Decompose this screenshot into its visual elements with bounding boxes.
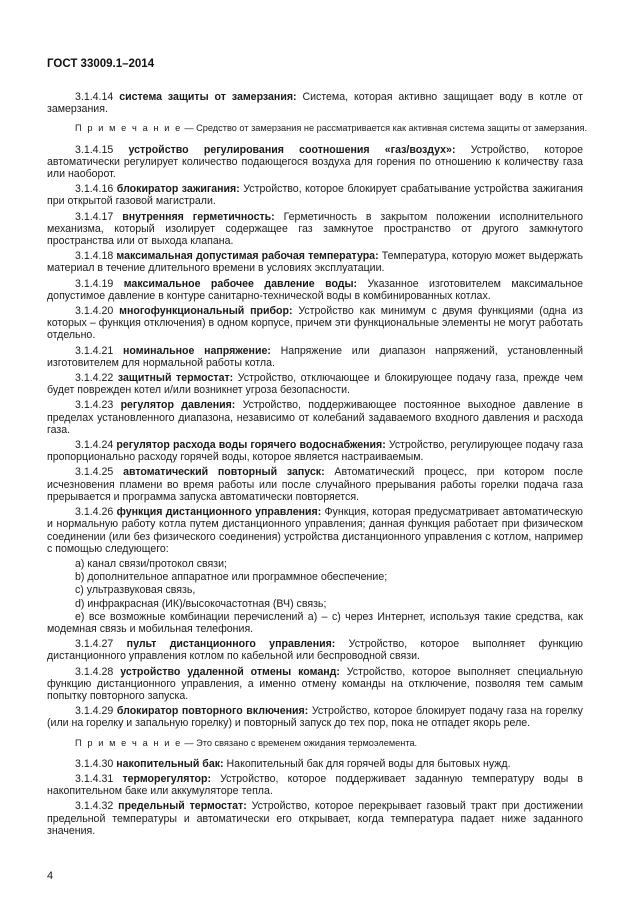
definition-paragraph	[47, 278, 583, 302]
definition-paragraph	[47, 305, 583, 342]
definition-text: Устройство, которое перекрывает газовый тракт при достижении предельной температуры и автоматически его открывает, когда температура падает ниже заданного значения.	[47, 800, 583, 837]
clause-number: 3.1.4.21	[75, 344, 114, 357]
definition-paragraph	[47, 399, 583, 436]
clause-number: 3.1.4.27	[75, 638, 114, 651]
term: терморегулятор:	[122, 772, 211, 785]
definition-text: Автоматический процесс, при котором после исчезновения пламени во время работы или после случайного прерывания работы горелки подача газа прерывается и программа запуска автоматически повторяется.	[47, 466, 583, 503]
term: максимальное рабочее давление воды:	[123, 277, 358, 290]
clause-number: 3.1.4.16	[75, 183, 114, 196]
definition-paragraph	[47, 345, 583, 369]
clause-number: 3.1.4.31	[75, 772, 114, 785]
definition-paragraph	[47, 705, 583, 729]
definition-paragraph	[47, 372, 583, 396]
definition-paragraph	[47, 666, 583, 703]
clause-number: 3.1.4.14	[75, 91, 114, 103]
clause-number: 3.1.4.22	[75, 372, 114, 385]
note	[47, 737, 583, 749]
definition-text: Устройство, поддерживающее постоянное выходное давление в пределах установленного диапазона, независимо от колебаний задаваемого входного давления и расхода газа.	[47, 399, 583, 436]
definition-text: Устройство, которое блокирует срабатывание устройства зажигания при открытой газовой магистрали.	[47, 183, 583, 208]
term: предельный термостат:	[118, 800, 247, 813]
definition-text: Функция, которая предусматривает автоматическую и нормальную работу котла путем дистанционного управления; данная функция работает при физическом соединении (или без физического соединения) устройства дистанционного управления с котлом, например с помощью следующего:	[47, 506, 583, 555]
definition-paragraph	[47, 211, 583, 248]
clause-number: 3.1.4.26	[75, 506, 114, 519]
clause-number: 3.1.4.29	[75, 705, 114, 718]
definition-paragraph	[47, 758, 583, 770]
document-header: ГОСТ 33009.1–2014	[47, 58, 155, 70]
clause-number: 3.1.4.23	[75, 399, 114, 412]
clause-number: 3.1.4.32	[75, 800, 114, 813]
note-text: — Средство от замерзания не рассматривается как активная система защиты от замерзания.	[181, 123, 588, 134]
clause-number: 3.1.4.19	[75, 277, 114, 290]
term: функция дистанционного управления:	[116, 506, 322, 519]
clause-number: 3.1.4.30	[75, 757, 114, 770]
term: защитный термостат:	[117, 372, 234, 385]
definition-paragraph	[47, 250, 583, 274]
definition-paragraph	[47, 466, 583, 503]
clause-number: 3.1.4.20	[75, 305, 114, 318]
definition-text: Устройство, которое автоматически регулирует количество подающегося воздуха для горения по отношению к количеству газа или наоборот.	[47, 143, 583, 181]
definition-text: Устройство, которое выполняет специальную функцию дистанционного управления, а именно отмену команды на отключение, позволяя тем самым попытку повторного запуска.	[47, 665, 583, 702]
definition-paragraph	[47, 800, 583, 837]
clause-number: 3.1.4.28	[75, 665, 114, 678]
term: устройство удаленной отмены команд:	[120, 665, 340, 678]
definition-text: Температура, которую может выдержать материал в течение длительного времени в условиях эксплуатации.	[47, 250, 584, 275]
term: блокиратор повторного включения:	[116, 705, 309, 718]
definition-text: Напряжение или диапазон напряжений, установленный изготовителем для нормальной работы котла.	[47, 344, 583, 369]
term: накопительный бак:	[116, 757, 224, 770]
definition-paragraph	[47, 91, 583, 115]
term: блокиратор зажигания:	[116, 183, 240, 196]
term: регулятор расхода воды горячего водоснабжения:	[116, 439, 386, 452]
definition-paragraph	[47, 183, 583, 207]
term: система защиты от замерзания:	[119, 91, 297, 103]
clause-number: 3.1.4.15	[75, 143, 114, 156]
term: многофункциональный прибор:	[119, 305, 293, 318]
definition-text: Устройство, которое блокирует подачу газа на горелку (или на горелку и запальную горелку) и повторный запуск до тех пор, пока не отпадет якорь реле.	[47, 705, 583, 730]
list-item: е) все возможные комбинации перечислений а) – с) через Интернет, используя такие средства, как модемная связь и мобильная телефония.	[47, 610, 583, 635]
definition-text: Устройство, регулирующее подачу газа пропорционально расходу горячей воды, которое является настраиваемым.	[47, 439, 583, 464]
document-body	[47, 91, 588, 840]
clause-number: 3.1.4.18	[75, 250, 114, 263]
list-item: c) ультразвуковая связь,	[75, 584, 196, 597]
definition-text: Устройство, которое выполняет функцию дистанционного управления котлом по кабельной или беспроводной связи.	[47, 638, 583, 663]
page-number: 4	[47, 870, 54, 882]
clause-number: 3.1.4.17	[75, 210, 114, 223]
definition-text: Устройство как минимум с двумя функциями (одна из которых – функция отключения) в одном корпусе, причем эти функциональные элементы не могут работать отдельно.	[47, 305, 584, 342]
list-item: d) инфракрасная (ИК)/высокочастотная (ВЧ) связь;	[75, 597, 327, 610]
definition-text: Герметичность в закрытом положении исполнительного механизма, который изолирует содержащее газ замкнутое пространство от другого замкнутого пространства или от выхода клапана.	[47, 210, 584, 248]
note-label: П р и м е ч а н и е	[75, 123, 182, 134]
note-text: — Это связано с временем ожидания термоэлемента.	[181, 737, 418, 748]
definition-text: Устройство, которое поддерживает заданную температуру воды в накопительном баке или аккумуляторе тепла.	[47, 772, 583, 798]
term: устройство регулирования соотношения «газ/воздух»:	[128, 143, 456, 156]
term: внутренняя герметичность:	[122, 210, 275, 223]
term: автоматический повторный запуск:	[123, 466, 325, 479]
term: номинальное напряжение:	[123, 344, 271, 357]
clause-number: 3.1.4.25	[75, 466, 114, 479]
definition-text: Система, которая активно защищает воду в котле от замерзания.	[47, 91, 583, 116]
definition-text: Устройство, отключающее и блокирующее подачу газа, прежде чем будет поврежден котел и/или возникнет угроза безопасности.	[47, 372, 584, 397]
definition-paragraph	[47, 506, 583, 555]
definition-paragraph	[47, 144, 583, 181]
clause-number: 3.1.4.24	[75, 439, 114, 452]
list-item: а) канал связи/протокол связи;	[75, 557, 227, 570]
term: регулятор давления:	[120, 399, 236, 412]
definition-paragraph	[47, 638, 583, 662]
definition-text: Накопительный бак для горячей воды для бытовых нужд.	[223, 757, 511, 770]
term: максимальная допустимая рабочая температура:	[116, 250, 379, 263]
definition-paragraph	[47, 773, 583, 797]
note-label: П р и м е ч а н и е	[75, 737, 182, 748]
definition-paragraph	[47, 439, 583, 463]
note	[47, 122, 588, 134]
definition-text: Указанное изготовителем максимальное допустимое давление в контуре санитарно-технической воды в комбинированных котлах.	[47, 277, 583, 302]
list-item: b) дополнительное аппаратное или программное обеспечение;	[75, 571, 388, 584]
term: пульт дистанционного управления:	[126, 638, 336, 651]
